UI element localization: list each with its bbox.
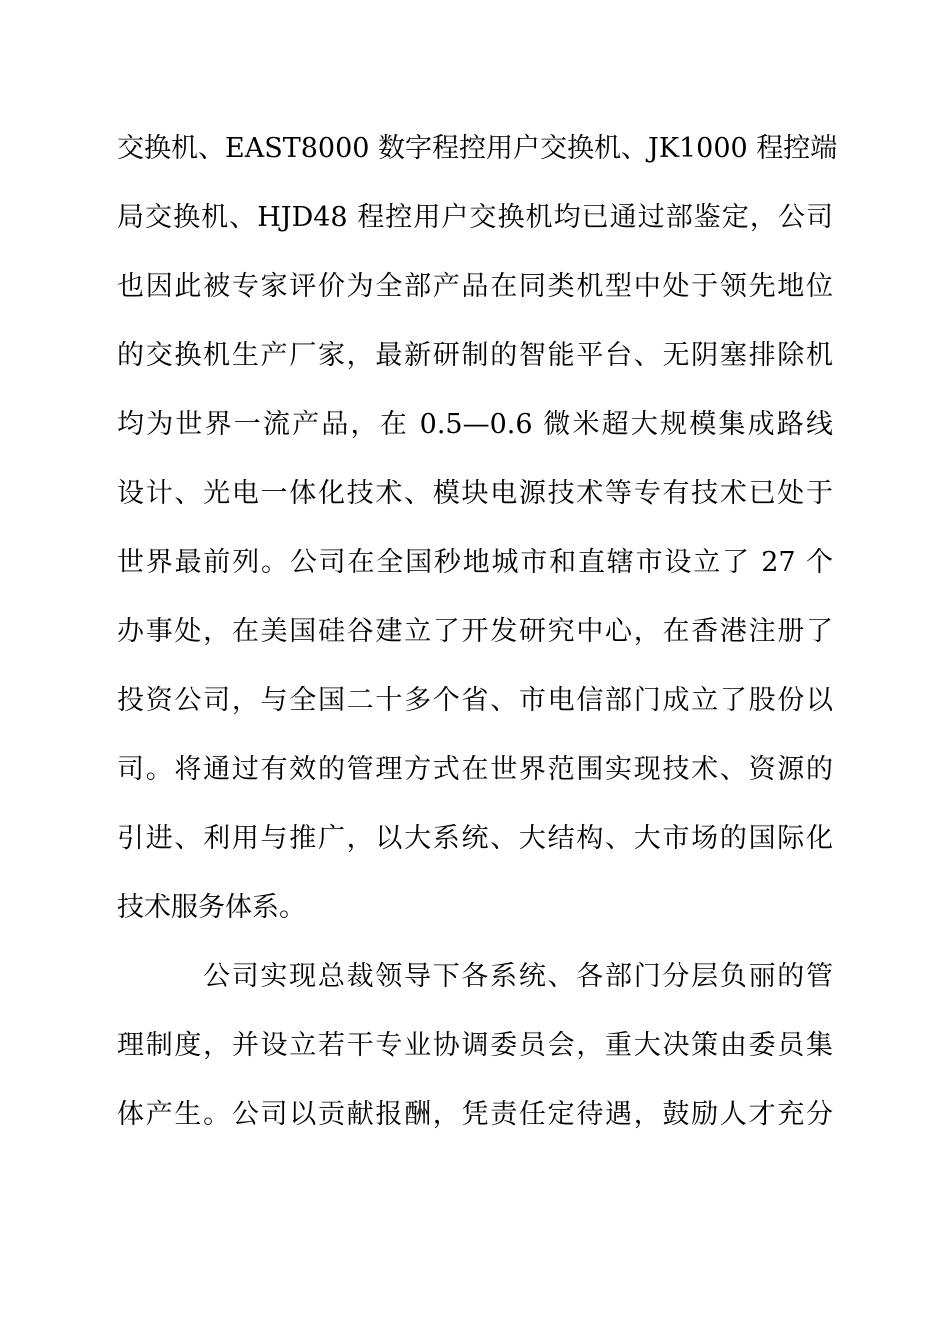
text-line-8: 办事处，在美国硅谷建立了开发研究中心，在香港注册了 bbox=[117, 616, 833, 647]
text-line-4: 的交换机生产厂家，最新研制的智能平台、无阴塞排除机 bbox=[117, 340, 833, 371]
text-line-2: 局交换机、HJD48 程控用户交换机均已通过部鉴定，公司 bbox=[117, 202, 833, 233]
text-line-5: 均为世界一流产品，在 0.5—0.6 微米超大规模集成路线 bbox=[117, 409, 833, 440]
text-line-10: 司。将通过有效的管理方式在世界范围实现技术、资源的 bbox=[117, 754, 833, 785]
text-line-9: 投资公司，与全国二十多个省、市电信部门成立了股份以 bbox=[117, 685, 833, 716]
text-line-11: 引进、利用与推广，以大系统、大结构、大市场的国际化 bbox=[117, 823, 833, 854]
text-line-7: 世界最前列。公司在全国秒地城市和直辖市设立了 27 个 bbox=[117, 547, 833, 578]
text-line-13: 公司实现总裁领导下各系统、各部门分层负丽的管 bbox=[203, 961, 833, 992]
text-line-14: 理制度，并设立若干专业协调委员会，重大决策由委员集 bbox=[117, 1030, 833, 1061]
text-line-15: 体产生。公司以贡献报酬，凭责任定待遇，鼓励人才充分 bbox=[117, 1099, 833, 1130]
text-line-3: 也因此被专家评价为全部产品在同类机型中处于领先地位 bbox=[117, 271, 833, 302]
text-line-1: 交换机、EAST8000 数字程控用户交换机、JK1000 程控端 bbox=[117, 133, 838, 164]
text-line-6: 设计、光电一体化技术、模块电源技术等专有技术已处于 bbox=[117, 478, 833, 509]
text-line-12: 技术服务体系。 bbox=[117, 892, 306, 923]
